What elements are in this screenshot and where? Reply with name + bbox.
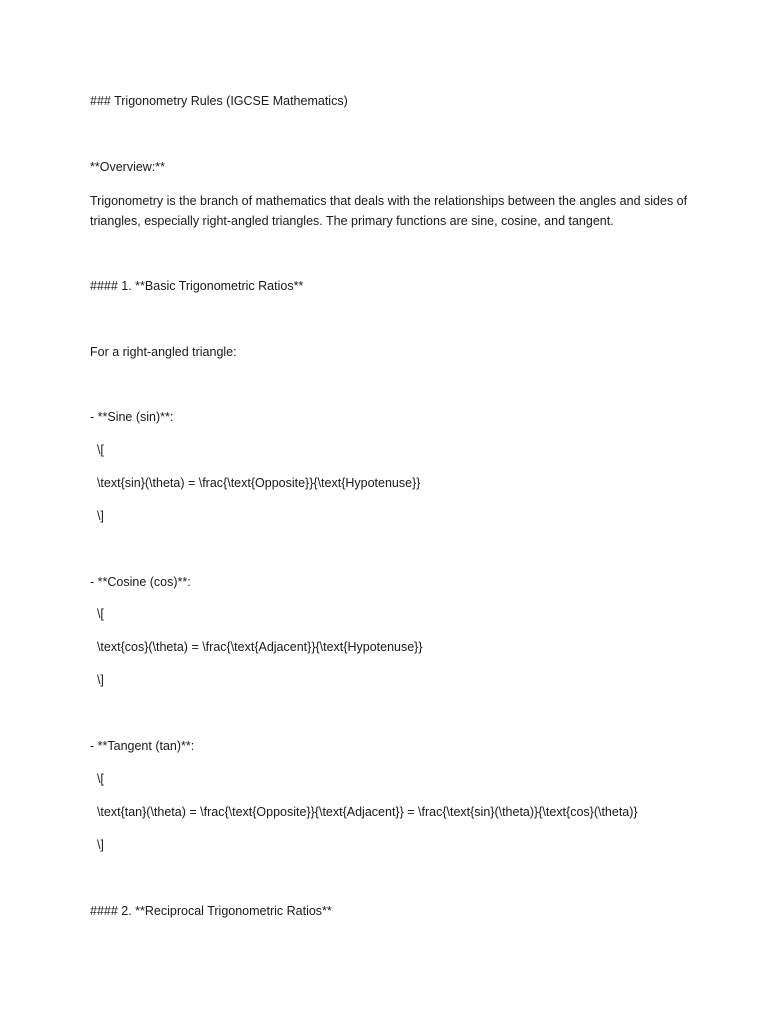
overview-paragraph: Trigonometry is the branch of mathematics that deals with the relationships between the angles and sides of triangles, especially right-angled triangles. The primary functions are sine, cosine, and tangent.	[90, 194, 688, 228]
tangent-label: - **Tangent (tan)**:	[90, 739, 195, 753]
cosine-label: - **Cosine (cos)**:	[90, 575, 191, 589]
tangent-open-bracket: \[	[90, 772, 104, 786]
tangent-close-bracket: \]	[90, 838, 104, 852]
tangent-formula: \text{tan}(\theta) = \frac{\text{Opposite}}{\text{Adjacent}} = \frac{\text{sin}(\theta)}{\text{cos}(\theta)}	[90, 805, 638, 819]
intro-text: For a right-angled triangle:	[90, 345, 237, 359]
overview-heading: **Overview:**	[90, 160, 166, 174]
sine-open-bracket: \[	[90, 443, 104, 457]
sine-close-bracket: \]	[90, 509, 104, 523]
cosine-close-bracket: \]	[90, 673, 104, 687]
document-title: ### Trigonometry Rules (IGCSE Mathematics)	[90, 94, 348, 108]
cosine-open-bracket: \[	[90, 607, 104, 621]
section-2-heading: #### 2. **Reciprocal Trigonometric Ratios**	[90, 904, 332, 918]
cosine-formula: \text{cos}(\theta) = \frac{\text{Adjacent}}{\text{Hypotenuse}}	[90, 640, 423, 654]
sine-label: - **Sine (sin)**:	[90, 410, 174, 424]
sine-formula: \text{sin}(\theta) = \frac{\text{Opposite}}{\text{Hypotenuse}}	[90, 476, 421, 490]
section-1-heading: #### 1. **Basic Trigonometric Ratios**	[90, 279, 304, 293]
